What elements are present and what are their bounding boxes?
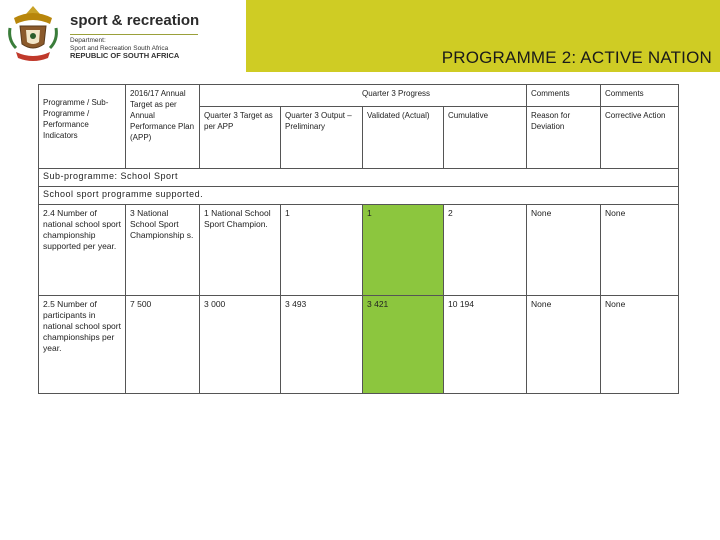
sub-programme-row	[39, 169, 679, 187]
brand-amp: &	[111, 12, 123, 29]
sub-programme-text: School sport programme supported.	[39, 187, 679, 205]
header-q3-output: Quarter 3 Output – Preliminary	[281, 107, 363, 169]
row1-cumulative: 2	[444, 205, 527, 296]
title-banner	[246, 0, 720, 72]
dept-line3: REPUBLIC OF SOUTH AFRICA	[70, 51, 180, 60]
row1-annual-target: 3 National School Sport Championship s.	[126, 205, 200, 296]
row2-reason: None	[527, 296, 601, 394]
row2-annual-target: 7 500	[126, 296, 200, 394]
sub-programme-label: Sub-programme: School Sport	[39, 169, 679, 187]
header-comments-1: Comments	[527, 85, 601, 107]
logo-area	[0, 0, 246, 72]
performance-table	[38, 84, 679, 394]
table-row	[39, 296, 679, 394]
page-title: PROGRAMME 2: ACTIVE NATION	[441, 48, 712, 67]
sub-text-row	[39, 187, 679, 205]
row2-q3-output: 3 493	[281, 296, 363, 394]
row2-q3-target: 3 000	[200, 296, 281, 394]
row1-corrective: None	[601, 205, 679, 296]
row1-reason: None	[527, 205, 601, 296]
brand-recreation: recreation	[126, 12, 200, 29]
row2-validated: 3 421	[363, 296, 444, 394]
row2-cumulative: 10 194	[444, 296, 527, 394]
row1-indicator: 2.4 Number of national school sport championship supported per year.	[39, 205, 126, 296]
row1-q3-output: 1	[281, 205, 363, 296]
row2-indicator: 2.5 Number of participants in national school sport championships per year.	[39, 296, 126, 394]
table-row	[39, 205, 679, 296]
dept-line2: Sport and Recreation South Africa	[70, 44, 169, 52]
coat-of-arms-icon	[6, 4, 60, 64]
brand-name	[70, 12, 199, 29]
header-q3-target: Quarter 3 Target as per APP	[200, 107, 281, 169]
brand-sport: sport	[70, 12, 108, 29]
header-indicators: Programme / Sub-Programme / Performance Indicators	[39, 85, 126, 169]
row1-q3-target: 1 National School Sport Champion.	[200, 205, 281, 296]
dept-line1: Department:	[70, 37, 106, 44]
header-row-1	[39, 85, 679, 107]
header-validated: Validated (Actual)	[363, 107, 444, 169]
brand-divider	[70, 34, 198, 35]
header-comments-2: Comments	[601, 85, 679, 107]
row1-validated: 1	[363, 205, 444, 296]
header-corrective: Corrective Action	[601, 107, 679, 169]
header-reason: Reason for Deviation	[527, 107, 601, 169]
page-header	[0, 0, 720, 72]
header-quarter-progress: Quarter 3 Progress	[200, 85, 527, 107]
header-annual-target: 2016/17 Annual Target as per Annual Performance Plan (APP)	[126, 85, 200, 169]
row2-corrective: None	[601, 296, 679, 394]
header-cumulative: Cumulative	[444, 107, 527, 169]
department-block	[70, 37, 179, 60]
